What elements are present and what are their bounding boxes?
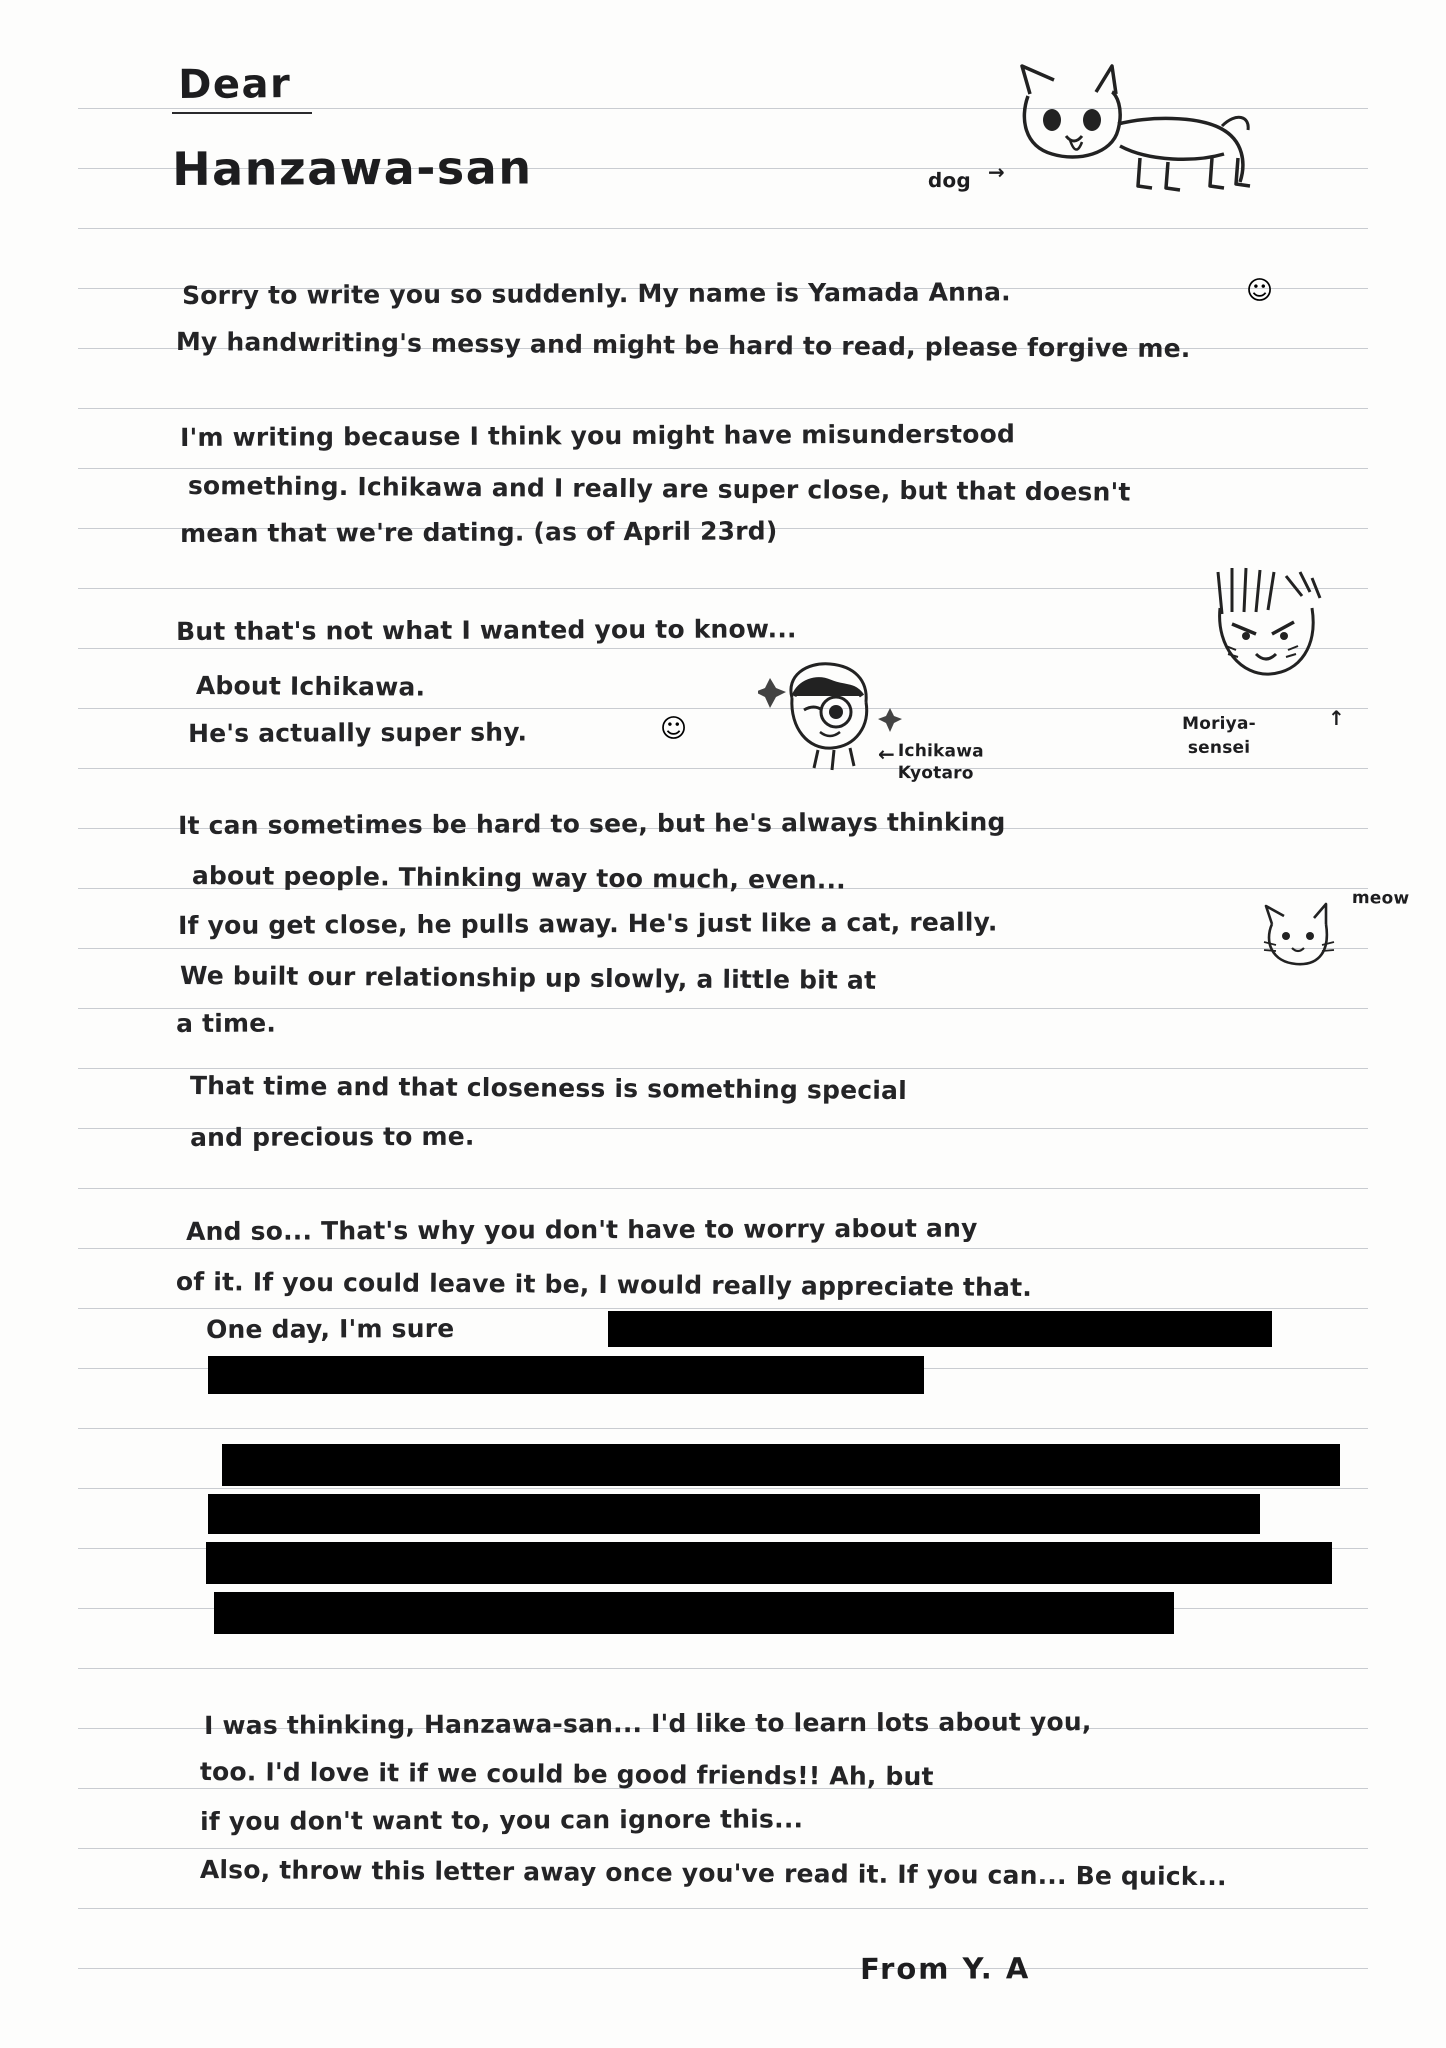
letter-line: Sorry to write you so suddenly. My name is Yamada Anna.: [181, 277, 1011, 310]
letter-line: He's actually super shy.: [187, 717, 528, 748]
redaction-bar: [608, 1311, 1272, 1347]
ichikawa-doodle-arrow: ←: [878, 742, 895, 766]
letter-line: My handwriting's messy and might be hard to read, please forgive me.: [175, 327, 1191, 364]
letter-line: And so... That's why you don't have to worry about any: [185, 1213, 978, 1246]
letter-line: if you don't want to, you can ignore this...: [199, 1804, 804, 1836]
salutation-underline: [172, 112, 312, 114]
letter-line: About Ichikawa.: [195, 671, 426, 702]
redaction-bar: [214, 1592, 1174, 1634]
moriya-doodle-label: Moriya- sensei: [1182, 713, 1256, 758]
rule-line: [78, 468, 1368, 469]
letter-line: of it. If you could leave it be, I would really appreciate that.: [175, 1267, 1033, 1302]
recipient-name: Hanzawa-san: [172, 140, 533, 196]
rule-line: [78, 1188, 1368, 1189]
moriya-doodle: [1198, 562, 1388, 706]
rule-line: [78, 1308, 1368, 1309]
letter-line: about people. Thinking way too much, even...: [191, 861, 847, 895]
redaction-bar: [208, 1494, 1260, 1534]
letter-line: One day, I'm sure: [205, 1313, 455, 1344]
rule-line: [78, 708, 1368, 709]
redaction-bar: [222, 1444, 1340, 1486]
rule-line: [78, 1908, 1368, 1909]
dog-doodle-arrow: →: [988, 160, 1005, 184]
letter-line: I'm writing because I think you might have misunderstood: [179, 419, 1016, 452]
cat-doodle: [1256, 898, 1346, 982]
letter-line: We built our relationship up slowly, a little bit at: [179, 961, 877, 995]
rule-line: [78, 1668, 1368, 1669]
smiley-1-icon: ☺: [1246, 276, 1274, 306]
dog-doodle-label: dog: [927, 168, 971, 193]
rule-line: [78, 408, 1368, 409]
rule-line: [78, 588, 1368, 589]
signature: From Y. A: [860, 1951, 1031, 1986]
smiley-2-icon: ☺: [660, 714, 688, 744]
salutation: Dear: [178, 61, 292, 108]
letter-line: a time.: [175, 1008, 277, 1038]
dog-doodle: [1000, 58, 1280, 212]
moriya-doodle-arrow: ↑: [1328, 706, 1345, 730]
rule-line: [78, 1488, 1368, 1489]
letter-line: something. Ichikawa and I really are super close, but that doesn't: [187, 471, 1131, 507]
letter-line: too. I'd love it if we could be good friends!! Ah, but: [199, 1757, 934, 1792]
letter-line: But that's not what I wanted you to know...: [175, 614, 797, 646]
rule-line: [78, 648, 1368, 649]
letter-line: If you get close, he pulls away. He's just like a cat, really.: [177, 907, 998, 940]
redaction-bar: [206, 1542, 1332, 1584]
rule-line: [78, 1428, 1368, 1429]
rule-line: [78, 1248, 1368, 1249]
rule-line: [78, 1068, 1368, 1069]
letter-line: That time and that closeness is something special: [189, 1071, 908, 1106]
letter-line: mean that we're dating. (as of April 23rd): [179, 516, 778, 548]
rule-line: [78, 1968, 1368, 1969]
redaction-bar: [208, 1356, 924, 1394]
rule-line: [78, 228, 1368, 229]
letter-line: and precious to me.: [189, 1121, 475, 1152]
rule-line: [78, 1848, 1368, 1849]
letter-line: I was thinking, Hanzawa-san... I'd like to learn lots about you,: [203, 1707, 1092, 1740]
rule-line: [78, 948, 1368, 949]
letter-line: It can sometimes be hard to see, but he's always thinking: [177, 807, 1006, 840]
ichikawa-doodle-label: Ichikawa Kyotaro: [897, 741, 984, 784]
letter-line: Also, throw this letter away once you've read it. If you can... Be quick...: [199, 1855, 1227, 1892]
rule-line: [78, 768, 1368, 769]
cat-doodle-label: meow: [1351, 888, 1410, 909]
